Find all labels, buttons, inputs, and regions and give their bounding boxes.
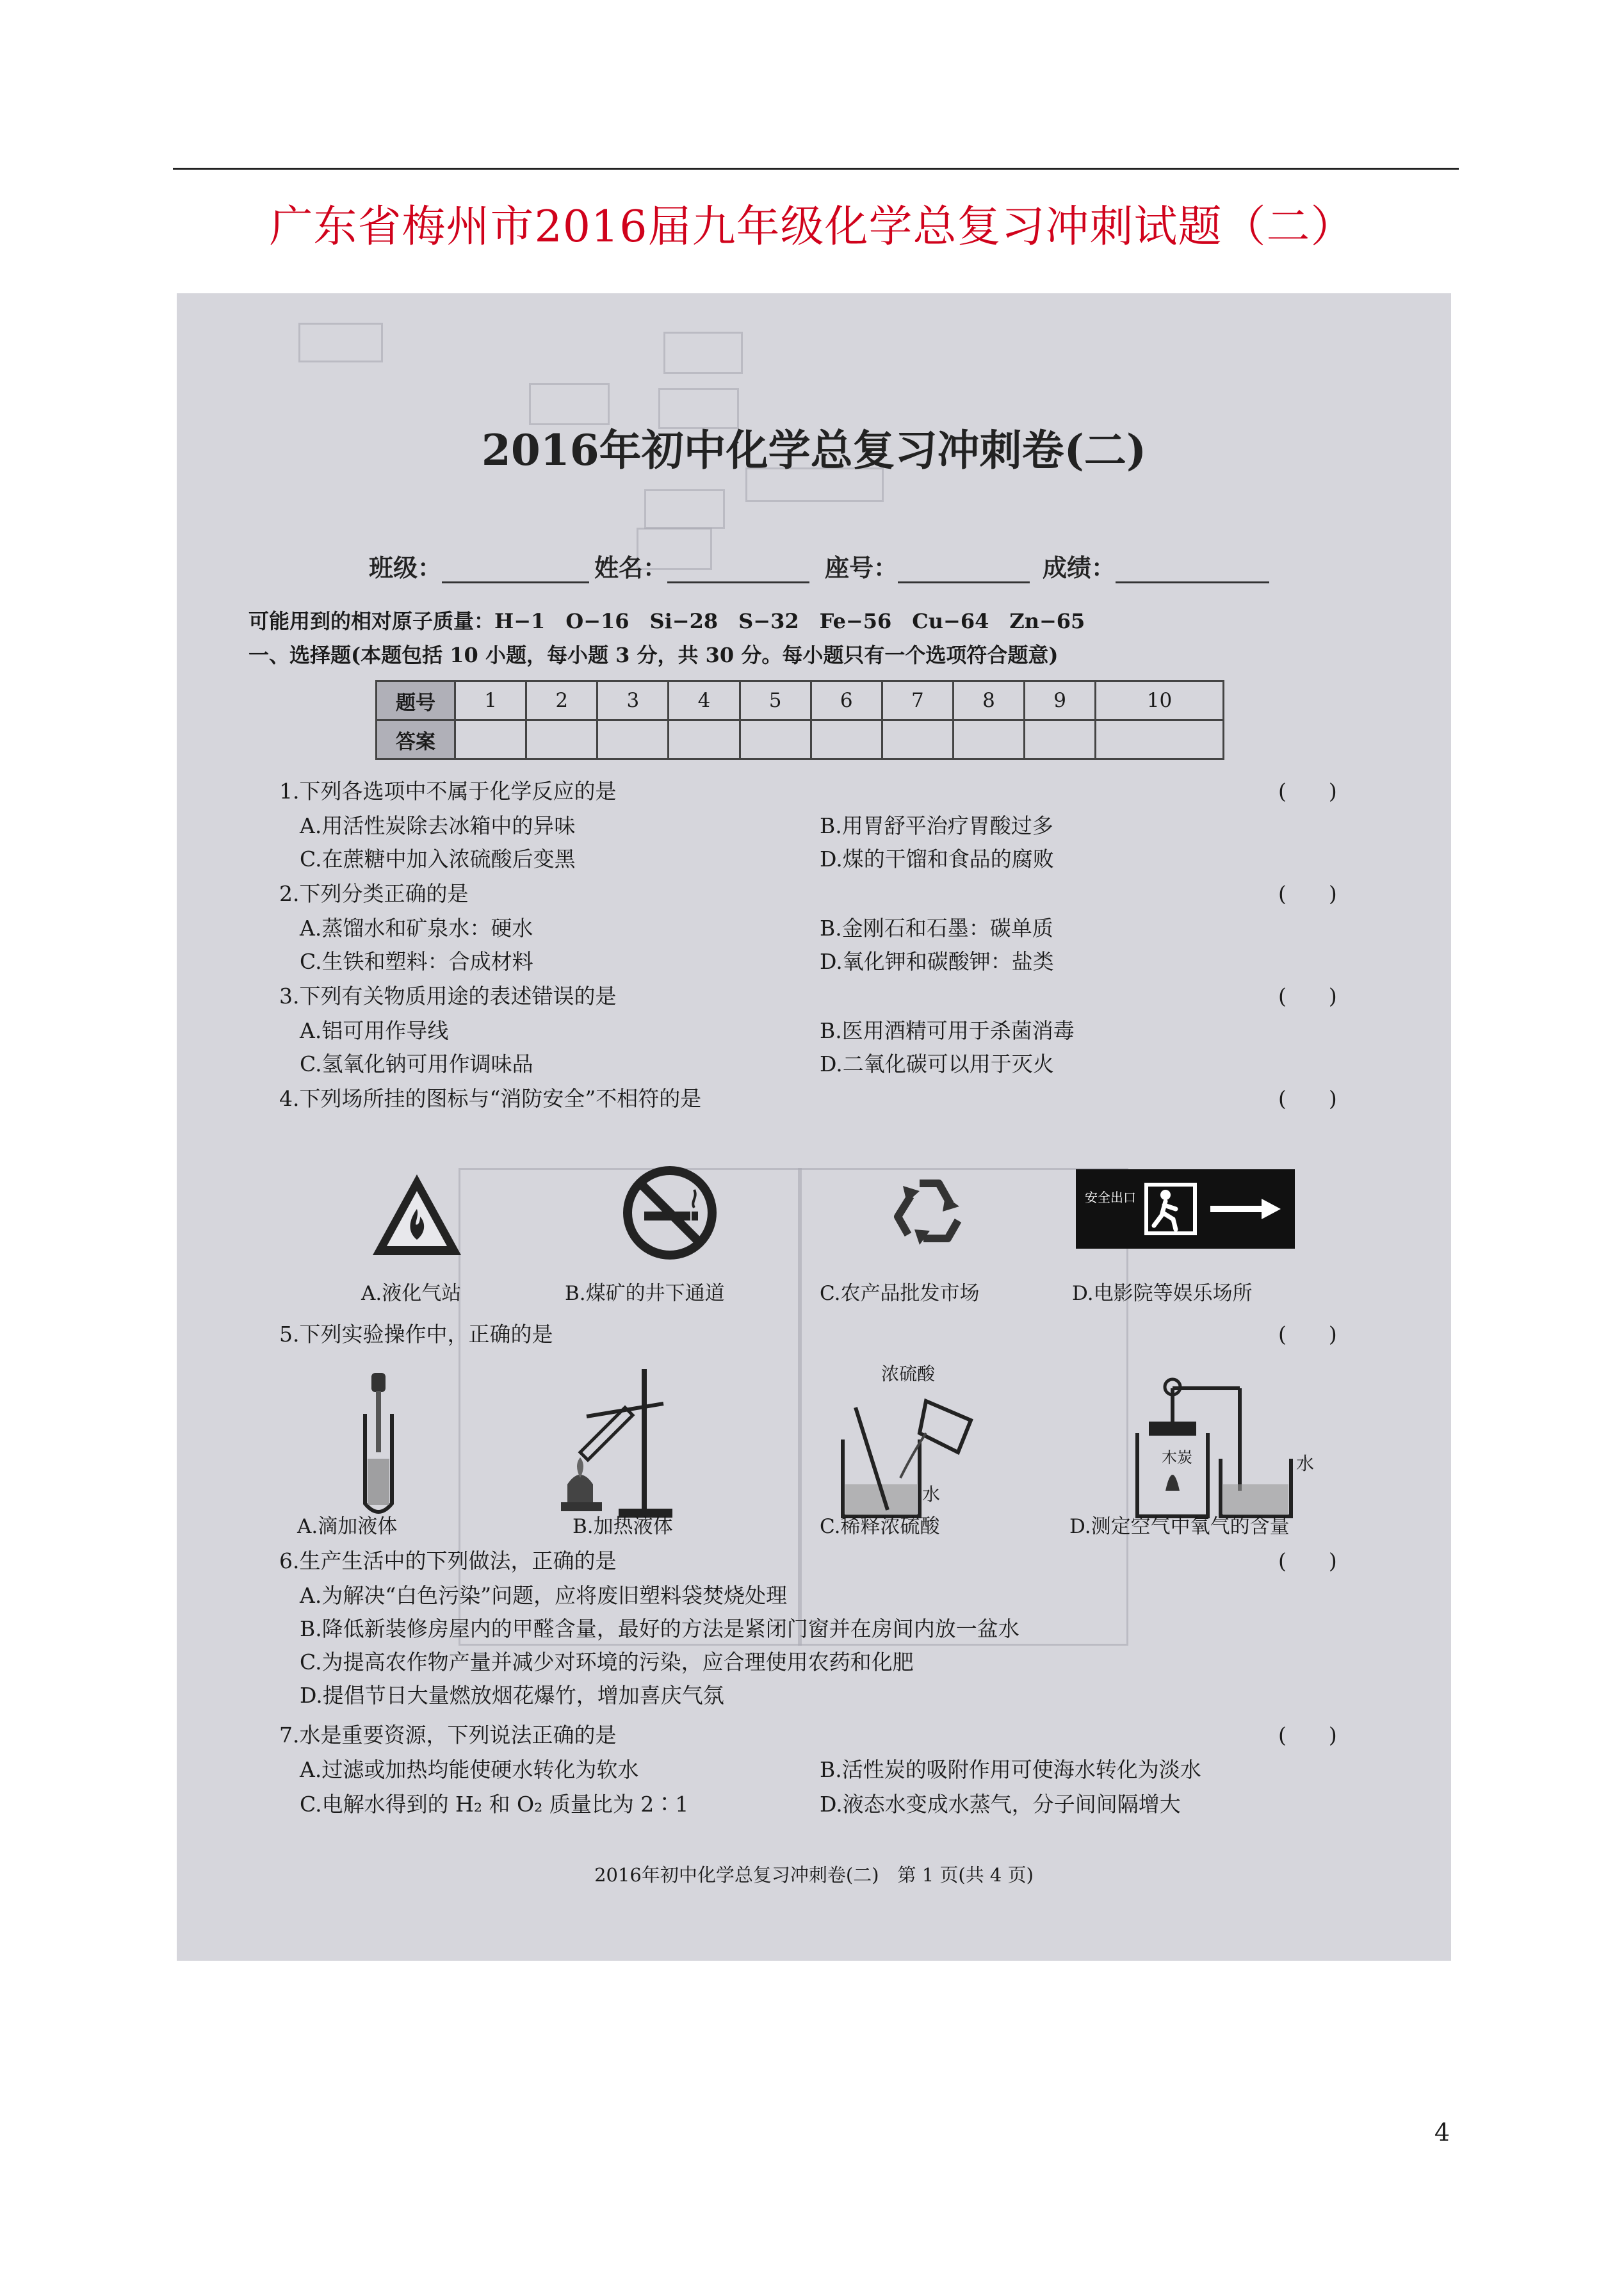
emergency-exit-icon [1076, 1169, 1295, 1249]
section-heading: 一、选择题(本题包括 10 小题，每小题 3 分，共 30 分。每小题只有一个选项符合题意) [248, 643, 1059, 667]
answer-paren[interactable]: ( ) [1278, 1548, 1337, 1573]
question-stem: 4.下列场所挂的图标与“消防安全”不相符的是 [279, 1086, 702, 1111]
option-c: C.生铁和塑料：合成材料 [300, 949, 533, 974]
name-blank[interactable] [667, 581, 809, 583]
document-title: 广东省梅州市2016届九年级化学总复习冲刺试题（二） [269, 202, 1355, 252]
recycle-icon [881, 1164, 977, 1260]
question-stem: 2.下列分类正确的是 [279, 881, 469, 906]
answer-cell[interactable] [740, 720, 811, 759]
no-smoking-icon [619, 1162, 721, 1264]
question-stem: 7.水是重要资源，下列说法正确的是 [279, 1723, 617, 1748]
option-a: A.过滤或加热均能使硬水转化为软水 [300, 1757, 639, 1782]
option-a: A.铝可用作导线 [300, 1018, 449, 1043]
question-stem: 5.下列实验操作中，正确的是 [279, 1322, 553, 1347]
score-label: 成绩： [1043, 553, 1116, 582]
bleed-through-box [663, 332, 743, 374]
caption-b: B.煤矿的井下通道 [565, 1282, 725, 1305]
question-stem: 6.生产生活中的下列做法，正确的是 [279, 1548, 617, 1573]
paper-title: 2016年初中化学总复习冲刺卷(二) [481, 425, 1147, 475]
score-field [1043, 548, 1269, 583]
answer-paren[interactable]: ( ) [1278, 1322, 1337, 1347]
flammable-warning-icon [369, 1171, 465, 1260]
water-label-d: 水 [1296, 1453, 1315, 1474]
question-number: 3 [597, 681, 669, 720]
option-b: B.活性炭的吸附作用可使海水转化为淡水 [820, 1757, 1201, 1782]
paper-footer: 2016年初中化学总复习冲刺卷(二) 第 1 页(共 4 页) [594, 1864, 1034, 1886]
answer-table [375, 680, 1224, 760]
table-row [377, 720, 1224, 759]
heating-liquid-icon [548, 1363, 676, 1523]
table-row [377, 681, 1224, 720]
answer-cell[interactable] [597, 720, 669, 759]
option-c: C.在蔗糖中加入浓硫酸后变黑 [300, 847, 576, 872]
option-d: D.液态水变成水蒸气，分子间间隔增大 [820, 1792, 1181, 1817]
atomic-masses: 可能用到的相对原子质量：H−1 O−16 Si−28 S−32 Fe−56 Cu−64 Zn−65 [248, 609, 1085, 633]
option-a: A.用活性炭除去冰箱中的异味 [300, 813, 576, 838]
option-a: A.蒸馏水和矿泉水：硬水 [300, 916, 533, 941]
row-label: 答案 [377, 720, 455, 759]
row-label: 题号 [377, 681, 455, 720]
question-number: 9 [1025, 681, 1096, 720]
option-b: B.医用酒精可用于杀菌消毒 [820, 1018, 1075, 1043]
answer-cell[interactable] [882, 720, 953, 759]
question-number: 8 [953, 681, 1024, 720]
answer-cell[interactable] [1096, 720, 1224, 759]
option-c: C.氢氧化钠可用作调味品 [300, 1051, 533, 1076]
question-number: 5 [740, 681, 811, 720]
option-b: B.金刚石和石墨：碳单质 [820, 916, 1053, 941]
option-d: D.提倡节日大量燃放烟花爆竹，增加喜庆气氛 [300, 1683, 724, 1708]
option-d: D.煤的干馏和食品的腐败 [820, 847, 1054, 872]
answer-cell[interactable] [526, 720, 597, 759]
oxygen-measurement-icon [1112, 1363, 1304, 1529]
question-number: 1 [455, 681, 526, 720]
option-a: A.为解决“白色污染”问题，应将废旧塑料袋焚烧处理 [300, 1583, 788, 1608]
bleed-through-line [798, 1168, 802, 1646]
question-stem: 3.下列有关物质用途的表述错误的是 [279, 984, 617, 1009]
answer-paren[interactable]: ( ) [1278, 1086, 1337, 1111]
option-c: C.为提高农作物产量并减少对环境的污染，应合理使用农药和化肥 [300, 1650, 914, 1675]
bleed-through-box [298, 323, 383, 362]
question-stem: 1.下列各选项中不属于化学反应的是 [279, 779, 617, 804]
header-rule [173, 168, 1459, 170]
question-number: 10 [1096, 681, 1224, 720]
question-number: 2 [526, 681, 597, 720]
diluting-acid-icon [830, 1382, 977, 1529]
class-field [369, 548, 589, 583]
answer-cell[interactable] [953, 720, 1024, 759]
caption-a: A.滴加液体 [297, 1515, 398, 1538]
answer-cell[interactable] [669, 720, 740, 759]
name-label: 姓名： [594, 553, 668, 582]
option-b: B.用胃舒平治疗胃酸过多 [820, 813, 1053, 838]
caption-c: C.稀释浓硫酸 [820, 1515, 940, 1538]
caption-c: C.农产品批发市场 [820, 1282, 980, 1305]
class-blank[interactable] [442, 581, 589, 583]
charcoal-label: 木炭 [1162, 1448, 1192, 1466]
answer-paren[interactable]: ( ) [1278, 1723, 1337, 1748]
water-label-c: 水 [922, 1484, 941, 1505]
question-number: 7 [882, 681, 953, 720]
answer-paren[interactable]: ( ) [1278, 984, 1337, 1009]
seat-label: 座号： [825, 553, 898, 582]
caption-b: B.加热液体 [572, 1515, 673, 1538]
option-b: B.降低新装修房屋内的甲醛含量，最好的方法是紧闭门窗并在房间内放一盆水 [300, 1616, 1019, 1641]
caption-a: A.液化气站 [361, 1282, 462, 1305]
caption-d: D.测定空气中氧气的含量 [1069, 1515, 1290, 1538]
option-d: D.二氧化碳可以用于灭火 [820, 1051, 1054, 1076]
dropper-test-tube-icon [356, 1369, 401, 1523]
class-label: 班级： [369, 553, 443, 582]
acid-label: 浓硫酸 [881, 1363, 936, 1384]
seat-blank[interactable] [898, 581, 1030, 583]
question-number: 4 [669, 681, 740, 720]
name-field [594, 548, 809, 583]
bleed-through-box [644, 489, 725, 529]
answer-paren[interactable]: ( ) [1278, 779, 1337, 804]
question-number: 6 [811, 681, 882, 720]
seat-field [825, 548, 1030, 583]
score-blank[interactable] [1116, 581, 1269, 583]
option-c: C.电解水得到的 H₂ 和 O₂ 质量比为 2∶1 [300, 1792, 689, 1817]
scanned-exam-page [177, 293, 1451, 1961]
exit-sign-label: 安全出口 [1085, 1190, 1136, 1205]
answer-cell[interactable] [1025, 720, 1096, 759]
answer-cell[interactable] [811, 720, 882, 759]
answer-cell[interactable] [455, 720, 526, 759]
answer-paren[interactable]: ( ) [1278, 881, 1337, 906]
option-d: D.氧化钾和碳酸钾：盐类 [820, 949, 1054, 974]
caption-d: D.电影院等娱乐场所 [1072, 1282, 1253, 1305]
page-number: 4 [1434, 2118, 1450, 2146]
